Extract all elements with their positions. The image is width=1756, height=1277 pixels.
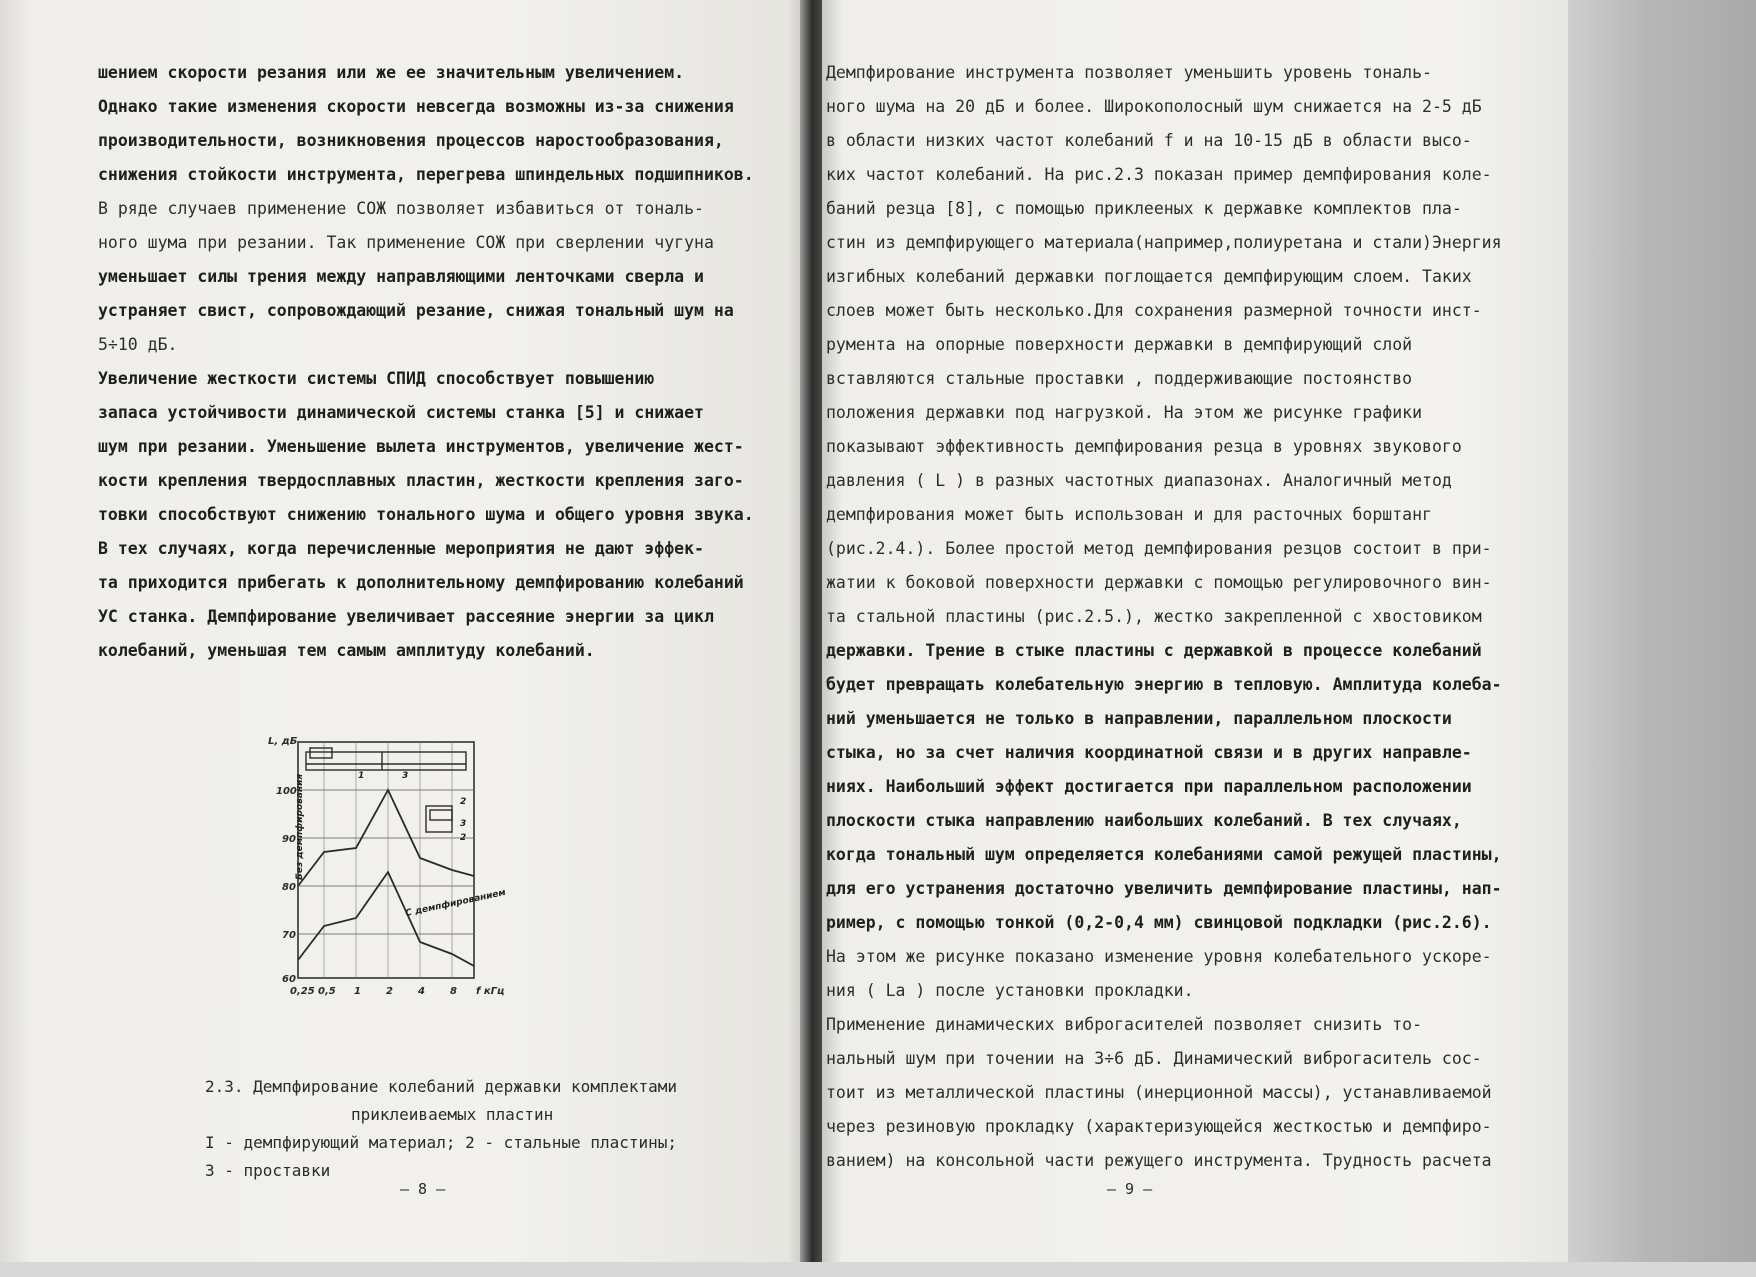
- text-line: производительности, возникновения процессов наростообразования,: [98, 131, 724, 150]
- caption-line: 2.3. Демпфирование колебаний державки комплектами: [205, 1077, 678, 1096]
- right-page: [812, 0, 1568, 1277]
- text-line: ример, с помощью тонкой (0,2-0,4 мм) свинцовой подкладки (рис.2.6).: [826, 913, 1492, 932]
- damping-chart: [262, 730, 552, 1010]
- text-line: (рис.2.4.). Более простой метод демпфирования резцов состоит в при-: [826, 539, 1492, 558]
- text-line: баний резца [8], с помощью приклееных к державке комплектов пла-: [826, 199, 1462, 218]
- text-line: шением скорости резания или же ее значительным увеличением.: [98, 63, 685, 82]
- text-line: уменьшает силы трения между направляющими ленточками сверла и: [98, 267, 704, 286]
- text-line: державки. Трение в стыке пластины с державкой в процессе колебаний: [826, 641, 1482, 660]
- insert-sketch: [426, 806, 452, 832]
- x-tick: 2: [386, 986, 393, 997]
- text-line: для его устранения достаточно увеличить демпфирование пластины, нап-: [826, 879, 1502, 898]
- text-line: давления ( L ) в разных частотных диапазонах. Аналогичный метод: [826, 471, 1452, 490]
- text-line: УС станка. Демпфирование увеличивает рассеяние энергии за цикл: [98, 607, 714, 626]
- text-line: Применение динамических виброгасителей позволяет снизить то-: [826, 1015, 1423, 1034]
- text-line: плоскости стыка направлению наибольших колебаний. В тех случаях,: [826, 811, 1462, 830]
- text-line: запаса устойчивости динамической системы станка [5] и снижает: [98, 403, 704, 422]
- x-tick: 8: [450, 986, 457, 997]
- text-line: устраняет свист, сопровождающий резание, снижая тональный шум на: [98, 301, 734, 320]
- text-line: снижения стойкости инструмента, перегрева шпиндельных подшипников.: [98, 165, 754, 184]
- text-line: ния ( La ) после установки прокладки.: [826, 981, 1194, 1000]
- y-tick: 80: [282, 882, 296, 893]
- text-line: показывают эффективность демпфирования резца в уровнях звукового: [826, 437, 1462, 456]
- x-tick: 0,5: [318, 986, 336, 997]
- text-line: демпфирования может быть использован и для расточных борштанг: [826, 505, 1432, 524]
- callout: 3: [402, 771, 409, 781]
- book-spine: [800, 0, 822, 1277]
- y-axis-label: L, дБ: [268, 736, 298, 747]
- text-line: На этом же рисунке показано изменение уровня колебательного ускоре-: [826, 947, 1492, 966]
- left-page: [0, 0, 812, 1277]
- text-line: ванием) на консольной части режущего инструмента. Трудность расчета: [826, 1151, 1492, 1170]
- y-tick: 60: [282, 974, 296, 985]
- text-line: вставляются стальные проставки , поддерживающие постоянство: [826, 369, 1413, 388]
- callout: 1: [358, 771, 365, 781]
- text-line: изгибных колебаний державки поглощается демпфирующим слоем. Таких: [826, 267, 1472, 286]
- text-line: ного шума при резании. Так применение СОЖ при сверлении чугуна: [98, 233, 714, 252]
- text-line: Демпфирование инструмента позволяет уменьшить уровень тональ-: [826, 63, 1432, 82]
- left-page-text: [98, 56, 754, 668]
- text-line: через резиновую прокладку (характеризующейся жесткостью и демпфиро-: [826, 1117, 1492, 1136]
- text-line: положения державки под нагрузкой. На этом же рисунке графики: [826, 403, 1423, 422]
- label-without-damping: Без демпфирования: [295, 773, 305, 880]
- caption-line: I - демпфирующий материал; 2 - стальные пластины;: [205, 1133, 678, 1152]
- text-line: Увеличение жесткости системы СПИД способствует повышению: [98, 369, 655, 388]
- text-line: слоев может быть несколько.Для сохранения размерной точности инст-: [826, 301, 1482, 320]
- figure-caption: [205, 1073, 677, 1185]
- scanner-bottom-edge: [0, 1262, 1756, 1277]
- text-line: тоит из металлической пластины (инерционной массы), устанавливаемой: [826, 1083, 1492, 1102]
- text-line: шум при резании. Уменьшение вылета инструментов, увеличение жест-: [98, 437, 744, 456]
- callout: 2: [460, 833, 467, 843]
- text-line: будет превращать колебательную энергию в тепловую. Амплитуда колеба-: [826, 675, 1502, 694]
- text-line: нальный шум при точении на 3÷6 дБ. Динамический виброгаситель сос-: [826, 1049, 1482, 1068]
- text-line: та стальной пластины (рис.2.5.), жестко закрепленной с хвостовиком: [826, 607, 1482, 626]
- text-line: стин из демпфирующего материала(например,полиуретана и стали)Энергия: [826, 233, 1502, 252]
- y-tick: 70: [282, 930, 296, 941]
- page-number: — 9 —: [1107, 1180, 1153, 1198]
- scanner-background: [1568, 0, 1756, 1277]
- x-tick: 4: [418, 986, 425, 997]
- callout: 2: [460, 797, 467, 807]
- text-line: ного шума на 20 дБ и более. Широкополосный шум снижается на 2-5 дБ: [826, 97, 1482, 116]
- text-line: Однако такие изменения скорости невсегда возможны из-за снижения: [98, 97, 734, 116]
- label-with-damping: С демпфированием: [404, 887, 507, 919]
- text-line: та приходится прибегать к дополнительному демпфированию колебаний: [98, 573, 744, 592]
- y-tick: 100: [276, 786, 297, 797]
- cutter-sketch: [306, 748, 466, 770]
- y-tick: 90: [282, 834, 296, 845]
- text-line: в области низких частот колебаний f и на 10-15 дБ в области высо-: [826, 131, 1472, 150]
- text-line: колебаний, уменьшая тем самым амплитуду колебаний.: [98, 641, 595, 660]
- chart-frame: [298, 742, 474, 978]
- text-line: В ряде случаев применение СОЖ позволяет избавиться от тональ-: [98, 199, 704, 218]
- right-page-text: [826, 56, 1502, 1178]
- text-line: румента на опорные поверхности державки в демпфирующий слой: [826, 335, 1413, 354]
- text-line: ний уменьшается не только в направлении, параллельном плоскости: [826, 709, 1452, 728]
- text-line: стыка, но за счет наличия координатной связи и в других направле-: [826, 743, 1472, 762]
- text-line: жатии к боковой поверхности державки с помощью регулировочного вин-: [826, 573, 1492, 592]
- x-tick: 0,25: [290, 986, 315, 997]
- text-line: кости крепления твердосплавных пластин, жесткости крепления заго-: [98, 471, 744, 490]
- text-line: товки способствуют снижению тонального шума и общего уровня звука.: [98, 505, 754, 524]
- caption-line: приклеиваемых пластин: [351, 1105, 554, 1124]
- page-number: — 8 —: [400, 1180, 446, 1198]
- text-line: когда тональный шум определяется колебаниями самой режущей пластины,: [826, 845, 1502, 864]
- text-line: 5÷10 дБ.: [98, 335, 178, 354]
- callout: 3: [460, 819, 467, 829]
- text-line: ниях. Наибольший эффект достигается при параллельном расположении: [826, 777, 1472, 796]
- x-tick: 1: [354, 986, 361, 997]
- text-line: ких частот колебаний. На рис.2.3 показан пример демпфирования коле-: [826, 165, 1492, 184]
- text-line: В тех случаях, когда перечисленные мероприятия не дают эффек-: [98, 539, 704, 558]
- caption-line: 3 - проставки: [205, 1161, 331, 1180]
- figure-2-3: [262, 730, 552, 1010]
- x-axis-label: f кГц: [476, 986, 505, 997]
